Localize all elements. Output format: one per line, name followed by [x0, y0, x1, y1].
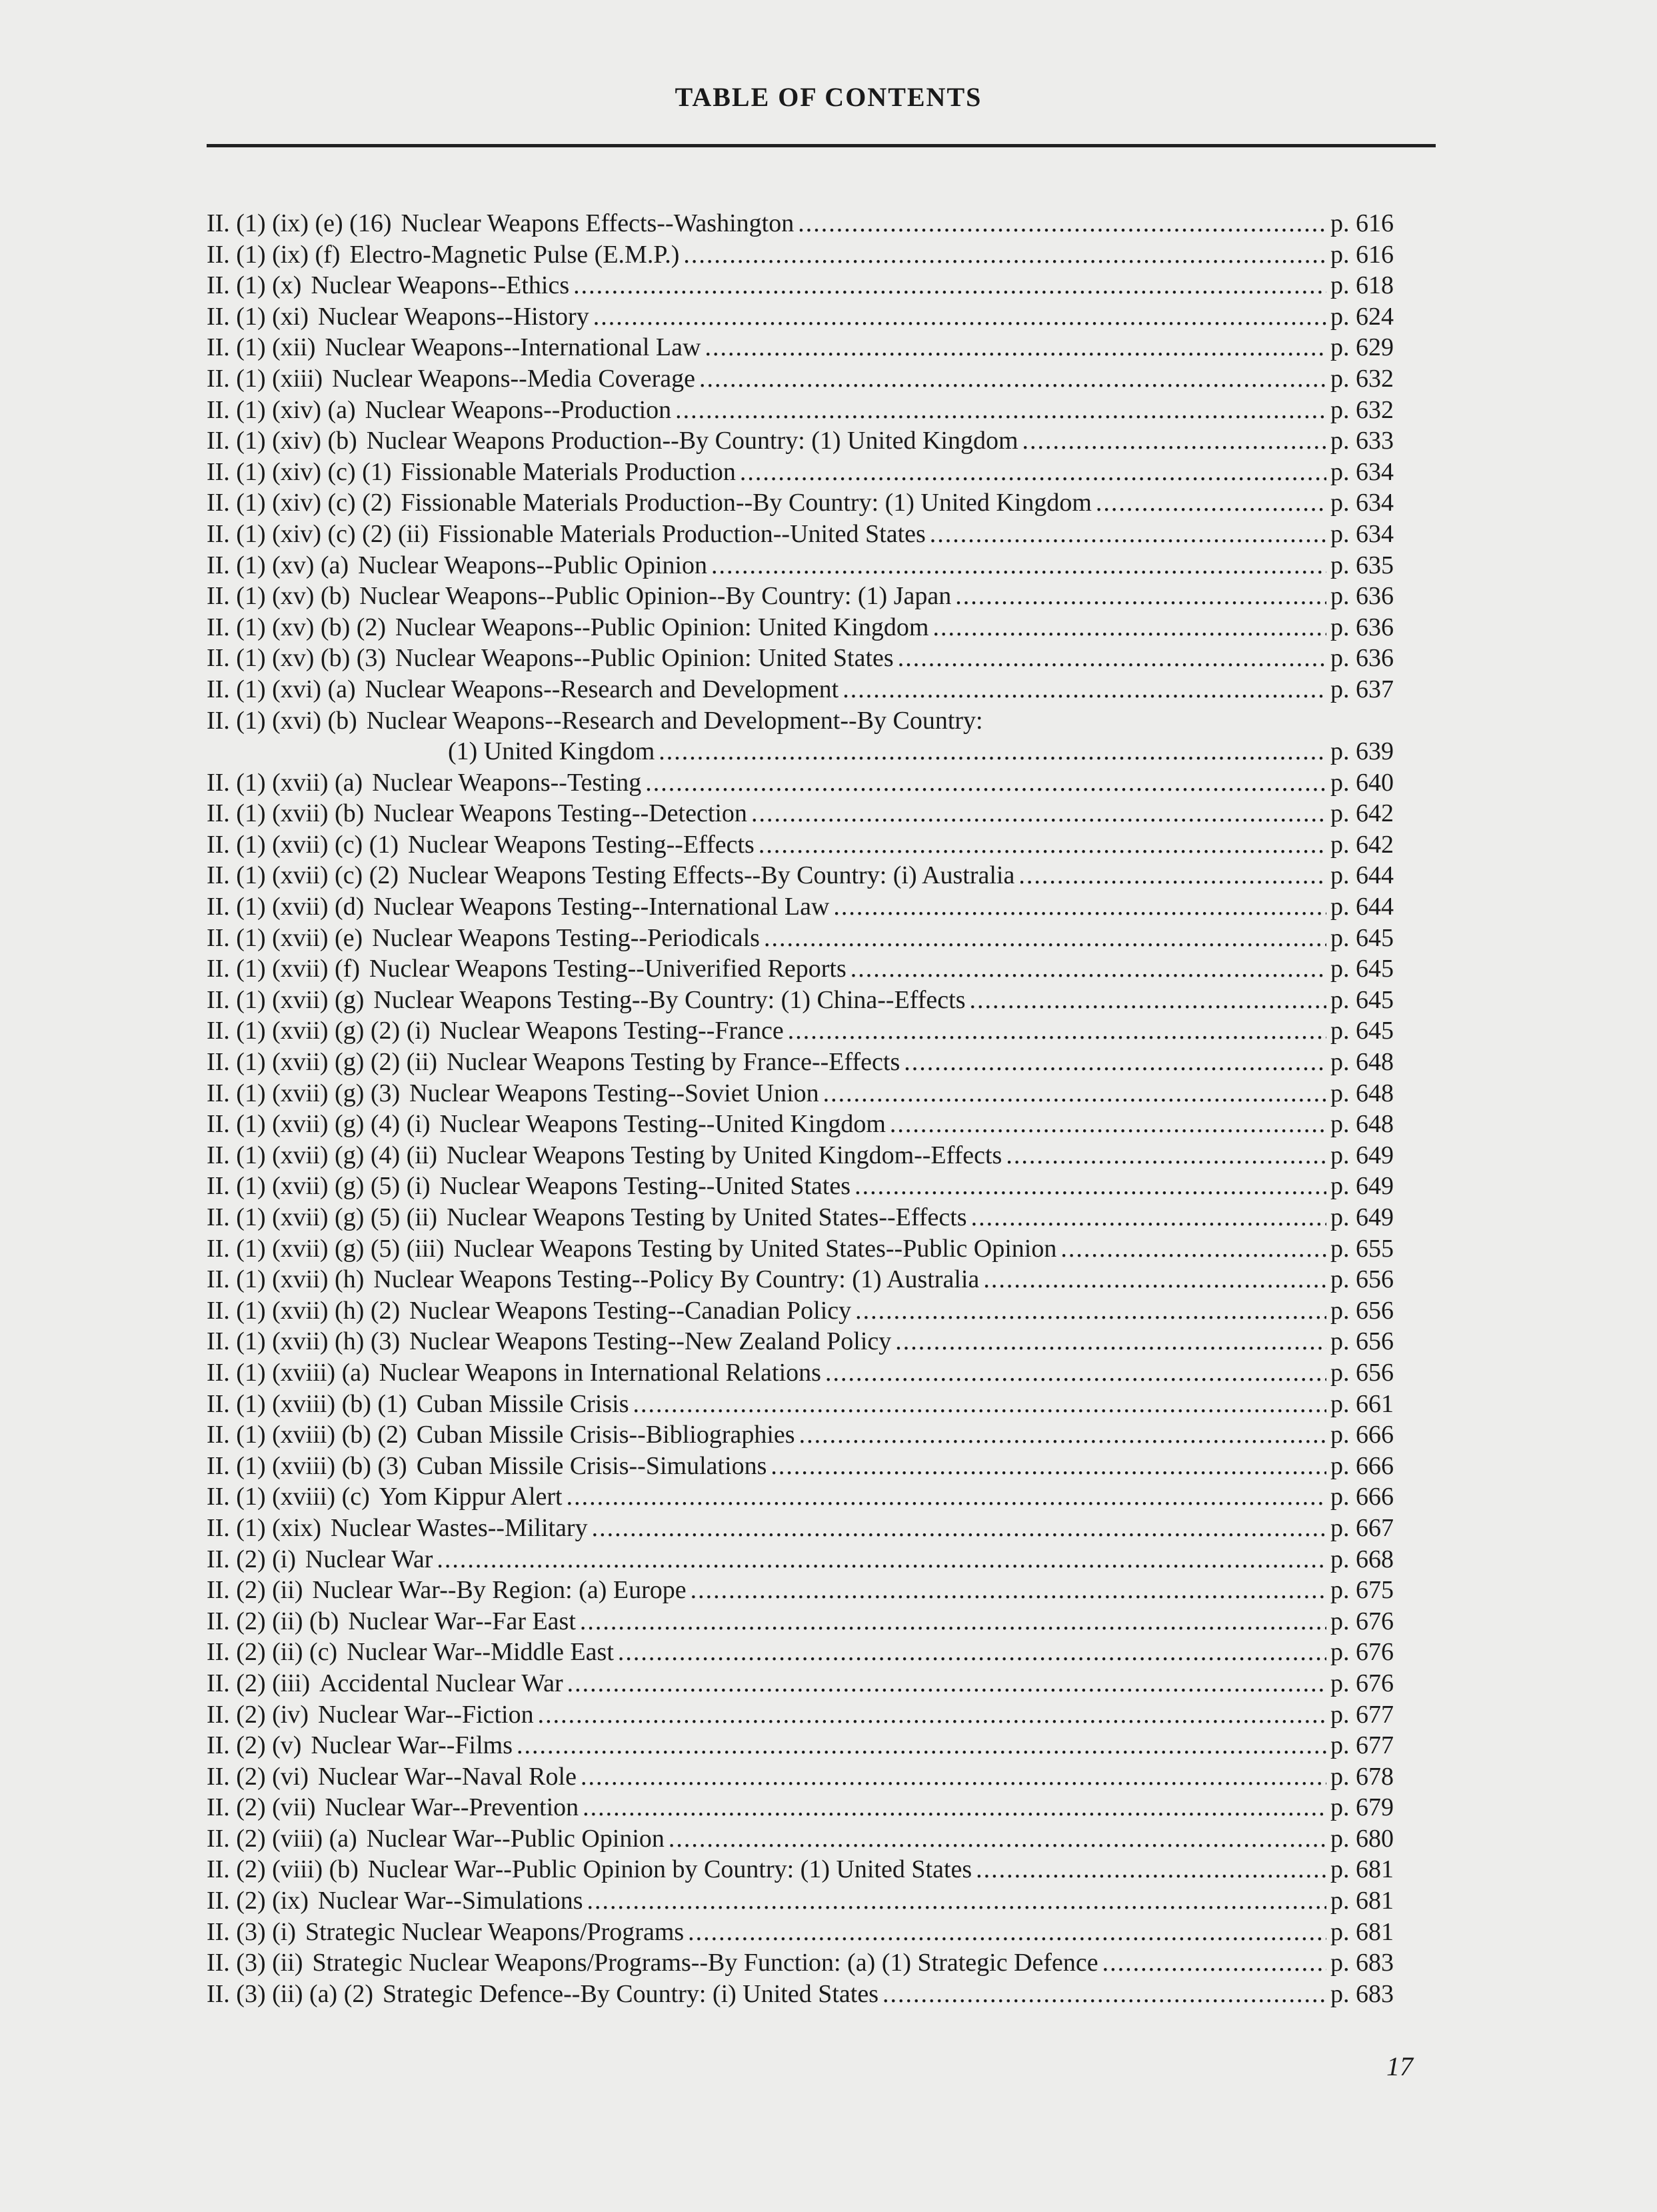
entry-title: Nuclear Weapons--Ethics [311, 271, 570, 300]
toc-entry [207, 1389, 1420, 1420]
entry-page: p. 629 [1330, 333, 1394, 362]
toc-entry [207, 1326, 1420, 1357]
entry-code: II. (1) (xviii) (b) (2) [207, 1421, 407, 1449]
dot-leader [850, 953, 1326, 985]
entry-title: Fissionable Materials Production [401, 457, 736, 486]
page-title: TABLE OF CONTENTS [675, 82, 982, 112]
toc-entry [207, 457, 1420, 488]
dot-leader [659, 736, 1326, 767]
entry-title: Strategic Nuclear Weapons/Programs--By Function: (a) (1) Strategic Defence [312, 1949, 1098, 1977]
entry-title: Nuclear Weapons Testing--New Zealand Policy [409, 1327, 892, 1356]
dot-leader [1060, 1233, 1326, 1265]
entry-page: p. 642 [1330, 799, 1394, 828]
dot-leader [971, 1202, 1326, 1233]
entry-code: II. (2) (iii) [207, 1669, 311, 1697]
toc-entry [207, 270, 1420, 301]
entry-code: II. (1) (xviii) (c) [207, 1483, 370, 1511]
dot-leader [854, 1171, 1326, 1202]
entry-page: p. 649 [1330, 1141, 1394, 1169]
entry-page: p. 676 [1330, 1638, 1394, 1667]
dot-leader [788, 1015, 1326, 1047]
dot-leader [1018, 860, 1326, 891]
entry-code: II. (1) (xv) (b) (2) [207, 613, 387, 641]
toc-entry [207, 1792, 1420, 1823]
dot-leader [567, 1668, 1326, 1699]
entry-code: II. (1) (xv) (b) (3) [207, 644, 387, 673]
dot-leader [798, 208, 1326, 239]
toc-entry [207, 1979, 1420, 2010]
toc-entry [207, 301, 1420, 333]
toc-entry [207, 643, 1420, 674]
entry-page: p. 636 [1330, 644, 1394, 673]
entry-title: Nuclear War--By Region: (a) Europe [312, 1576, 687, 1605]
entry-code: II. (1) (xvii) (g) (5) (iii) [207, 1234, 445, 1263]
page-number: 17 [1386, 2051, 1413, 2081]
entry-code: II. (1) (xi) [207, 302, 309, 331]
dot-leader [764, 923, 1326, 954]
toc-entry [207, 923, 1420, 954]
entry-title: Nuclear War [305, 1545, 433, 1573]
dot-leader [580, 1606, 1326, 1637]
entry-title: Nuclear Weapons Testing by United States--Effects [447, 1203, 967, 1231]
entry-page: p. 676 [1330, 1607, 1394, 1635]
entry-code: II. (1) (xvii) (g) (2) (ii) [207, 1048, 438, 1077]
entry-code: II. (1) (xvii) (g) (4) (ii) [207, 1141, 438, 1169]
entry-page: p. 616 [1330, 209, 1394, 237]
toc-entry [207, 581, 1420, 612]
dot-leader [683, 239, 1326, 271]
dot-leader [592, 1513, 1326, 1544]
toc-entry [207, 1233, 1420, 1265]
toc-entry [207, 674, 1420, 705]
toc-entry [207, 1854, 1420, 1885]
entry-code: II. (2) (iv) [207, 1700, 309, 1729]
entry-code: II. (1) (xviii) (b) (1) [207, 1389, 407, 1418]
entry-code: II. (2) (ii) (b) [207, 1607, 339, 1635]
dot-leader [1096, 487, 1326, 519]
dot-leader [751, 798, 1326, 829]
entry-page: p. 656 [1330, 1358, 1394, 1387]
toc-entry [207, 1575, 1420, 1606]
entry-title: Cuban Missile Crisis--Bibliographies [416, 1421, 795, 1449]
entry-page: p. 656 [1330, 1296, 1394, 1325]
entry-code: II. (1) (xvii) (g) (3) [207, 1079, 401, 1107]
dot-leader [437, 1544, 1326, 1575]
dot-leader [1006, 1140, 1326, 1171]
entry-page: p. 645 [1330, 923, 1394, 952]
toc-entry [207, 1699, 1420, 1731]
entry-title: Fissionable Materials Production--United States [438, 519, 926, 548]
entry-title: Nuclear Weapons--Research and Development [365, 675, 839, 703]
entry-code: II. (2) (viii) (b) [207, 1855, 359, 1884]
entry-code: II. (2) (i) [207, 1545, 296, 1573]
toc-entry [207, 953, 1420, 985]
toc-entry [207, 1947, 1420, 1979]
entry-code: II. (1) (xvii) (f) [207, 955, 361, 983]
dot-leader [699, 363, 1326, 395]
entry-title: Nuclear Weapons--Media Coverage [332, 364, 696, 393]
entry-page: p. 624 [1330, 302, 1394, 331]
toc-entry [207, 1823, 1420, 1855]
entry-title: Nuclear War--Prevention [325, 1793, 579, 1822]
entry-title: Nuclear Weapons Testing--Soviet Union [409, 1079, 819, 1107]
entry-code: II. (1) (xvii) (e) [207, 923, 363, 952]
entry-title: Nuclear Weapons in International Relations [379, 1358, 821, 1387]
dot-leader [618, 1637, 1326, 1668]
entry-page: p. 636 [1330, 613, 1394, 641]
entry-code: II. (1) (xvii) (h) [207, 1265, 365, 1294]
toc-entry [207, 798, 1420, 829]
entry-title: Nuclear Weapons Testing--Effects [408, 830, 755, 859]
entry-code: II. (1) (x) [207, 271, 302, 300]
entry-page: p. 656 [1330, 1327, 1394, 1356]
dot-leader [669, 1823, 1326, 1855]
toc-entry [207, 829, 1420, 861]
toc-entry [207, 1885, 1420, 1917]
dot-leader [581, 1761, 1326, 1793]
toc-entry [207, 1451, 1420, 1482]
entry-code: II. (2) (vi) [207, 1762, 309, 1791]
entry-page: p. 649 [1330, 1203, 1394, 1231]
entry-title: Nuclear Weapons--Production [365, 395, 672, 424]
entry-page: p. 680 [1330, 1824, 1394, 1853]
title-rule [207, 144, 1436, 147]
entry-code: II. (1) (xv) (a) [207, 551, 349, 579]
entry-title: Nuclear Weapons Testing--Periodicals [372, 923, 760, 952]
dot-leader [890, 1109, 1326, 1140]
toc-entry [207, 487, 1420, 519]
toc-entry [207, 1357, 1420, 1389]
entry-page: p. 681 [1330, 1917, 1394, 1946]
entry-title: Nuclear Weapons--Public Opinion: United States [395, 644, 894, 673]
entry-page: p. 616 [1330, 240, 1394, 269]
toc-entry [207, 208, 1420, 239]
dot-leader [633, 1389, 1326, 1420]
entry-title: Strategic Defence--By Country: (i) United States [383, 1979, 878, 2008]
dot-leader [691, 1575, 1326, 1606]
entry-page: p. 649 [1330, 1172, 1394, 1201]
entry-title: Nuclear War--Fiction [317, 1700, 534, 1729]
toc-entry [207, 1140, 1420, 1171]
entry-code: II. (2) (ii) (c) [207, 1638, 338, 1667]
toc-entry [207, 1917, 1420, 1948]
entry-page: p. 666 [1330, 1483, 1394, 1511]
entry-page: p. 679 [1330, 1793, 1394, 1822]
toc-entry [207, 1047, 1420, 1078]
toc-entry [207, 1295, 1420, 1327]
dot-leader [1102, 1947, 1326, 1979]
entry-code: II. (1) (xii) [207, 333, 316, 362]
entry-title-continuation: (1) United Kingdom [448, 737, 655, 766]
toc-entry [207, 1761, 1420, 1793]
entry-title: Cuban Missile Crisis [416, 1389, 629, 1418]
entry-page: p. 667 [1330, 1513, 1394, 1542]
entry-page: p. 661 [1330, 1389, 1394, 1418]
entry-code: II. (1) (xvii) (g) (2) (i) [207, 1017, 431, 1045]
entry-page: p. 655 [1330, 1234, 1394, 1263]
entry-code: II. (1) (xvi) (a) [207, 675, 356, 703]
toc-entry [207, 1637, 1420, 1668]
entry-code: II. (1) (xvii) (g) (5) (ii) [207, 1203, 438, 1231]
entry-title: Nuclear Weapons--Public Opinion--By Country: (1) Japan [359, 582, 952, 611]
entry-page: p. 634 [1330, 489, 1394, 517]
toc-entry [207, 612, 1420, 643]
toc-entry [207, 891, 1420, 923]
entry-code: II. (1) (xviii) (a) [207, 1358, 370, 1387]
entry-page: p. 683 [1330, 1949, 1394, 1977]
dot-leader [567, 1481, 1326, 1513]
entry-page: p. 668 [1330, 1545, 1394, 1573]
entry-page: p. 677 [1330, 1700, 1394, 1729]
dot-leader [1022, 425, 1326, 457]
entry-code: II. (3) (ii) [207, 1949, 303, 1977]
dot-leader [823, 1078, 1326, 1109]
entry-page: p. 678 [1330, 1762, 1394, 1791]
dot-leader [771, 1451, 1326, 1482]
entry-title: Nuclear Weapons Testing--International Law [373, 893, 830, 921]
toc-entry [207, 1419, 1420, 1451]
entry-page: p. 683 [1330, 1979, 1394, 2008]
toc-entry [207, 767, 1420, 799]
entry-code: II. (1) (xvii) (d) [207, 893, 365, 921]
toc-entry [207, 1264, 1420, 1295]
toc-entry [207, 860, 1420, 891]
dot-leader [645, 767, 1326, 799]
dot-leader [759, 829, 1326, 861]
entry-page: p. 644 [1330, 861, 1394, 890]
entry-title: Nuclear Weapons--Testing [372, 768, 642, 797]
entry-title: Nuclear Weapons Testing by United States--Public Opinion [453, 1234, 1057, 1263]
entry-page: p. 633 [1330, 427, 1394, 455]
entry-code: II. (1) (xvii) (g) [207, 985, 365, 1014]
entry-code: II. (1) (xvii) (a) [207, 768, 363, 797]
entry-title: Nuclear Weapons Testing Effects--By Country: (i) Australia [408, 861, 1015, 890]
entry-title: Nuclear Weapons Testing by France--Effects [447, 1048, 900, 1077]
dot-leader [882, 1979, 1326, 2010]
entry-page: p. 648 [1330, 1048, 1394, 1077]
entry-title: Accidental Nuclear War [319, 1669, 563, 1697]
entry-page: p. 676 [1330, 1669, 1394, 1697]
toc-entry [207, 705, 1420, 767]
entry-title: Electro-Magnetic Pulse (E.M.P.) [349, 240, 680, 269]
entry-code: II. (1) (xiv) (a) [207, 395, 356, 424]
dot-leader [833, 891, 1326, 923]
toc-entry [207, 363, 1420, 395]
entry-code: II. (1) (xvii) (b) [207, 799, 365, 828]
dot-leader [675, 395, 1326, 426]
entry-title: Nuclear Weapons Testing--By Country: (1) China--Effects [373, 985, 966, 1014]
toc-entry [207, 1544, 1420, 1575]
entry-code: II. (1) (xviii) (b) (3) [207, 1451, 407, 1480]
dot-leader [538, 1699, 1326, 1731]
dot-leader [983, 1264, 1326, 1295]
entry-title: Nuclear Weapons Testing--United Kingdom [439, 1110, 886, 1139]
entry-page: p. 639 [1330, 737, 1394, 766]
entry-code: II. (1) (xiv) (c) (2) (ii) [207, 519, 429, 548]
entry-code: II. (1) (xvii) (g) (5) (i) [207, 1172, 431, 1201]
entry-page: p. 681 [1330, 1855, 1394, 1884]
entry-title: Nuclear War--Simulations [317, 1887, 583, 1915]
entry-code: II. (1) (xvii) (c) (1) [207, 830, 399, 859]
entry-code: II. (3) (i) [207, 1917, 296, 1946]
dot-leader [825, 1357, 1326, 1389]
dot-leader [593, 301, 1326, 333]
entry-page: p. 675 [1330, 1576, 1394, 1605]
dot-leader [855, 1295, 1326, 1327]
dot-leader [930, 519, 1326, 550]
entry-page: p. 644 [1330, 893, 1394, 921]
entry-code: II. (1) (xiv) (c) (2) [207, 489, 392, 517]
entry-title: Yom Kippur Alert [379, 1483, 563, 1511]
entry-page: p. 632 [1330, 395, 1394, 424]
entry-title: Nuclear Weapons Testing--France [439, 1017, 784, 1045]
entry-title: Nuclear Weapons Testing--Canadian Policy [409, 1296, 852, 1325]
entry-title: Nuclear Weapons--Public Opinion: United Kingdom [395, 613, 929, 641]
dot-leader [969, 985, 1326, 1016]
dot-leader [932, 612, 1326, 643]
toc-entry [207, 519, 1420, 550]
dot-leader [955, 581, 1326, 612]
dot-leader [895, 1326, 1326, 1357]
dot-leader [711, 550, 1326, 581]
entry-page: p. 618 [1330, 271, 1394, 300]
entry-page: p. 642 [1330, 830, 1394, 859]
entry-code: II. (1) (xvi) (b) [207, 706, 357, 735]
toc-entry [207, 395, 1420, 426]
entry-page: p. 648 [1330, 1079, 1394, 1107]
toc-entry [207, 985, 1420, 1016]
dot-leader [740, 457, 1326, 488]
entry-code: II. (2) (v) [207, 1731, 302, 1760]
entry-title: Nuclear War--Public Opinion [366, 1824, 665, 1853]
entry-title: Nuclear War--Far East [348, 1607, 576, 1635]
toc-entry [207, 1481, 1420, 1513]
entry-title: Nuclear War--Middle East [347, 1638, 614, 1667]
entry-title: Cuban Missile Crisis--Simulations [416, 1451, 767, 1480]
entry-page: p. 645 [1330, 1017, 1394, 1045]
entry-page: p. 636 [1330, 582, 1394, 611]
entry-page: p. 634 [1330, 457, 1394, 486]
entry-code: II. (1) (xiii) [207, 364, 323, 393]
entry-code: II. (2) (vii) [207, 1793, 316, 1822]
entry-title: Nuclear Weapons--Public Opinion [358, 551, 708, 579]
entry-code: II. (2) (ii) [207, 1576, 303, 1605]
toc-entry [207, 1202, 1420, 1233]
dot-leader [898, 643, 1326, 674]
entry-page: p. 666 [1330, 1421, 1394, 1449]
entry-title: Fissionable Materials Production--By Country: (1) United Kingdom [401, 489, 1092, 517]
dot-leader [688, 1917, 1326, 1948]
entry-code: II. (1) (ix) (f) [207, 240, 341, 269]
entry-code: II. (1) (xix) [207, 1513, 321, 1542]
toc-entry [207, 1078, 1420, 1109]
entry-title: Nuclear Wastes--Military [330, 1513, 588, 1542]
dot-leader [587, 1885, 1326, 1917]
entry-code: II. (1) (xiv) (c) (1) [207, 457, 392, 486]
toc-entry [207, 1513, 1420, 1544]
toc-entry [207, 425, 1420, 457]
entry-page: p. 677 [1330, 1731, 1394, 1760]
entry-page: p. 666 [1330, 1451, 1394, 1480]
entry-code: II. (1) (xvii) (g) (4) (i) [207, 1110, 431, 1139]
entry-title: Strategic Nuclear Weapons/Programs [305, 1917, 685, 1946]
dot-leader [573, 270, 1326, 301]
entry-title: Nuclear War--Films [311, 1731, 513, 1760]
toc-entry [207, 1171, 1420, 1202]
entry-code: II. (1) (ix) (e) (16) [207, 209, 392, 237]
dot-leader [583, 1792, 1326, 1823]
entry-title: Nuclear Weapons--Research and Development--By Country: [366, 706, 983, 735]
entry-page: p. 637 [1330, 675, 1394, 703]
dot-leader [705, 332, 1326, 363]
entry-title: Nuclear Weapons--History [317, 302, 589, 331]
entry-code: II. (2) (ix) [207, 1887, 309, 1915]
entry-title: Nuclear War--Naval Role [317, 1762, 577, 1791]
entry-title: Nuclear Weapons Production--By Country: (1) United Kingdom [366, 427, 1018, 455]
entry-title: Nuclear Weapons Testing by United Kingdom--Effects [447, 1141, 1002, 1169]
toc-entry [207, 1015, 1420, 1047]
entry-page: p. 640 [1330, 768, 1394, 797]
entry-page: p. 681 [1330, 1887, 1394, 1915]
toc-entry [207, 1730, 1420, 1761]
entry-title: Nuclear Weapons Testing--Detection [373, 799, 747, 828]
entry-title: Nuclear War--Public Opinion by Country: (1) United States [367, 1855, 972, 1884]
dot-leader [842, 674, 1326, 705]
entry-code: II. (2) (viii) (a) [207, 1824, 357, 1853]
entry-page: p. 648 [1330, 1110, 1394, 1139]
toc-entry [207, 1109, 1420, 1140]
entry-code: II. (1) (xvii) (c) (2) [207, 861, 399, 890]
entry-page: p. 656 [1330, 1265, 1394, 1294]
entry-code: II. (1) (xvii) (h) (2) [207, 1296, 401, 1325]
toc-entry [207, 1668, 1420, 1699]
entry-code: II. (1) (xiv) (b) [207, 427, 357, 455]
toc-list [207, 208, 1420, 2009]
entry-page: p. 632 [1330, 364, 1394, 393]
toc-entry [207, 1606, 1420, 1637]
entry-code: II. (3) (ii) (a) (2) [207, 1979, 374, 2008]
toc-entry [207, 332, 1420, 363]
toc-entry [207, 239, 1420, 271]
toc-entry [207, 550, 1420, 581]
entry-code: II. (1) (xvii) (h) (3) [207, 1327, 401, 1356]
entry-page: p. 634 [1330, 519, 1394, 548]
dot-leader [517, 1730, 1326, 1761]
entry-title: Nuclear Weapons Testing--United States [439, 1172, 851, 1201]
entry-page: p. 635 [1330, 551, 1394, 579]
dot-leader [799, 1419, 1326, 1451]
dot-leader [976, 1854, 1326, 1885]
entry-title: Nuclear Weapons--International Law [325, 333, 701, 362]
entry-title: Nuclear Weapons Testing--Univerified Reports [369, 955, 846, 983]
entry-code: II. (1) (xv) (b) [207, 582, 351, 611]
entry-title: Nuclear Weapons Testing--Policy By Country: (1) Australia [373, 1265, 980, 1294]
entry-page: p. 645 [1330, 985, 1394, 1014]
entry-title: Nuclear Weapons Effects--Washington [401, 209, 795, 237]
dot-leader [904, 1047, 1326, 1078]
entry-page: p. 645 [1330, 955, 1394, 983]
